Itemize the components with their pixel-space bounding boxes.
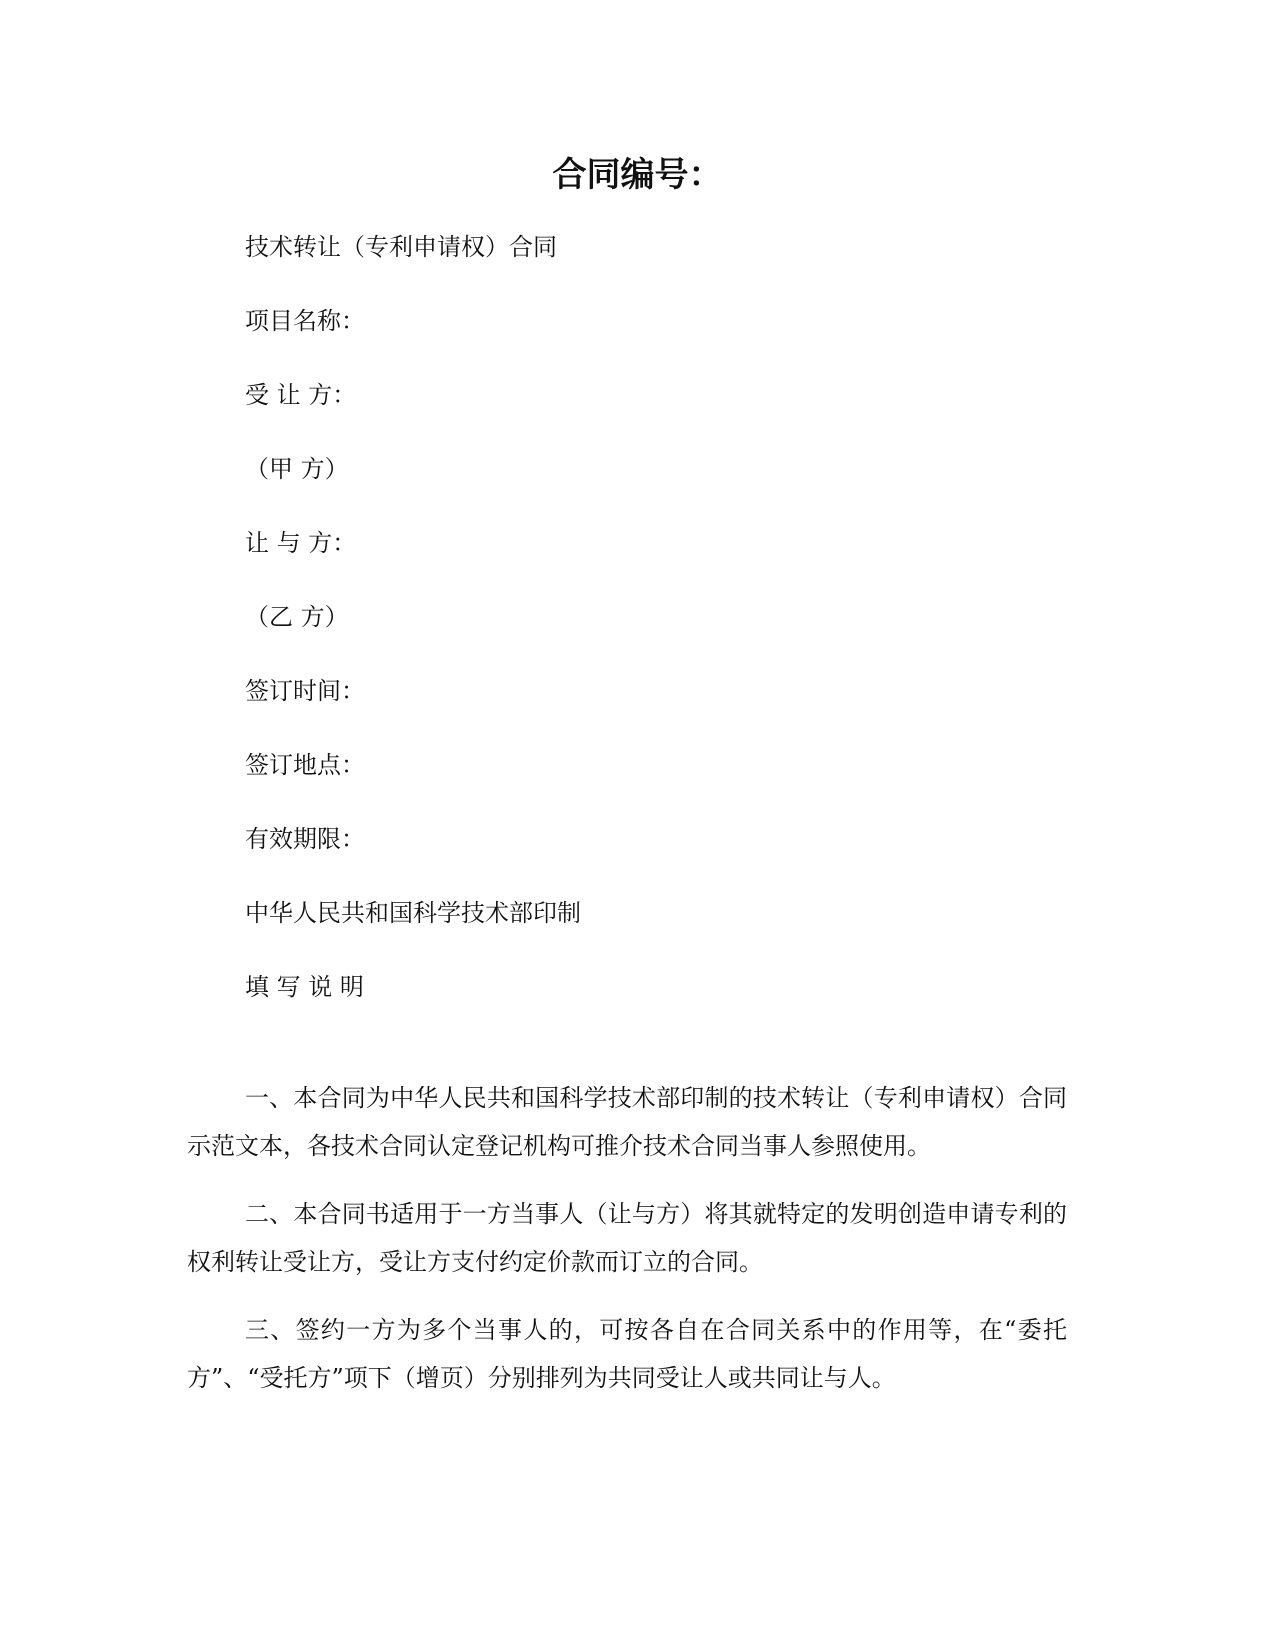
- contract-number-title: 合同编号：: [552, 155, 723, 195]
- project-name-label: 项目名称：: [245, 307, 365, 335]
- validity-period-label: 有效期限：: [245, 825, 365, 853]
- party-a-label: （甲 方）: [245, 455, 349, 483]
- instruction-paragraph-3: 三、签约一方为多个当事人的，可按各自在合同关系中的作用等，在“委托方”、“受托方”项下（增页）分别排列为共同受让人或共同让与人。: [187, 1316, 1067, 1392]
- assignor-label: 让 与 方：: [245, 529, 357, 557]
- contract-type-line: 技术转让（专利申请权）合同: [245, 233, 557, 261]
- signing-place-label: 签订地点：: [245, 751, 365, 779]
- party-b-label: （乙 方）: [245, 603, 349, 631]
- instruction-paragraph-1: 一、本合同为中华人民共和国科学技术部印制的技术转让（专利申请权）合同示范文本，各技术合同认定登记机构可推介技术合同当事人参照使用。: [187, 1084, 1067, 1160]
- printed-by-line: 中华人民共和国科学技术部印制: [245, 899, 581, 927]
- assignee-label: 受 让 方：: [245, 381, 357, 409]
- instruction-paragraph-2: 二、本合同书适用于一方当事人（让与方）将其就特定的发明创造申请专利的权利转让受让方，受让方支付约定价款而订立的合同。: [187, 1200, 1067, 1276]
- instructions-heading: 填 写 说 明: [245, 973, 364, 1001]
- signing-date-label: 签订时间：: [245, 677, 365, 705]
